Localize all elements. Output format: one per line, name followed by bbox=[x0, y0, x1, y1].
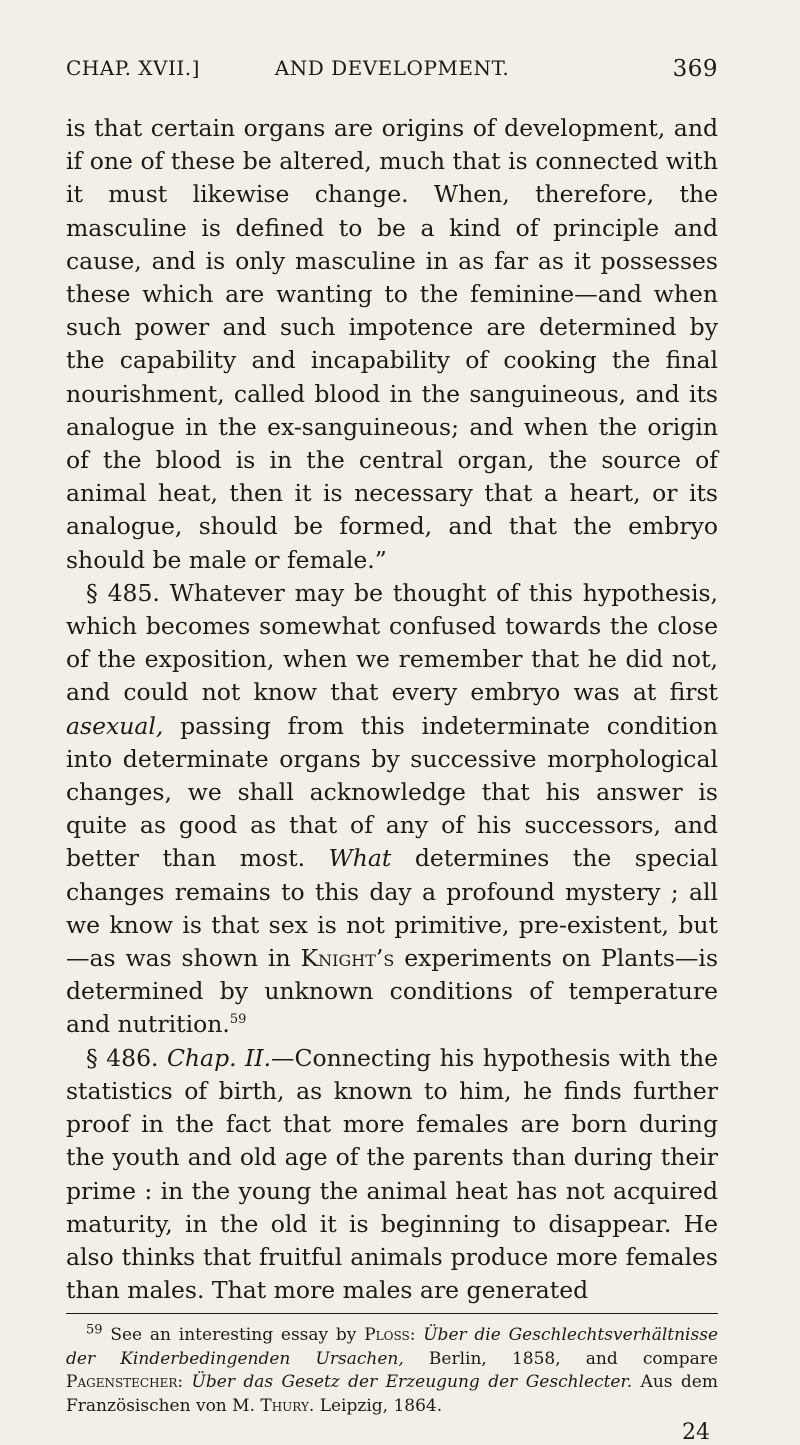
text-run: : bbox=[409, 1325, 424, 1346]
text-run: § 486. bbox=[86, 1043, 167, 1072]
text-run: . Leipzig, 1864. bbox=[308, 1395, 443, 1416]
italic-title-1: Über die Geschlechtsverhältnisse der Kinderbedingenden Ursachen, bbox=[66, 1325, 719, 1369]
chapter-label: CHAP. XVII.] bbox=[66, 56, 200, 80]
italic-title-2: Über das Gesetz der Erzeugung der Geschlecter. bbox=[191, 1372, 633, 1393]
running-head bbox=[66, 56, 718, 96]
page-number: 369 bbox=[672, 56, 718, 82]
text-run: : bbox=[177, 1372, 192, 1393]
author-knight: Knight’s bbox=[300, 944, 395, 973]
text-run: Aus dem Französischen von M. bbox=[66, 1372, 718, 1416]
italic-what: What bbox=[328, 844, 392, 873]
body-text bbox=[66, 112, 718, 1307]
text-run: —Connecting his hypothesis with the statistics of birth, as known to him, he finds further proof in the fact that more females are born during the youth and old age of the parents than during their prime : in the young the animal heat has not acquired maturity, in the old it is beginning to disappear. He also thinks that fruitful animals produce more females than males. That more males are generated bbox=[66, 1043, 718, 1305]
text-run: Berlin, 1858, and compare bbox=[403, 1348, 718, 1369]
paragraph-485 bbox=[66, 577, 718, 1042]
paragraph-continuation: is that certain organs are origins of development, and if one of these be altered, much that is connected with it must likewise change. When, therefore, the masculine is defined to be a kind of principle and cause, and is only masculine in as far as it possesses these which are wanting to the feminine—and when such power and such impotence are determined by the capability and incapability of cooking the final nourishment, called blood in the sanguineous, and its analogue in the ex-sanguineous; and when the origin of the blood is in the central organ, the source of animal heat, then it is necessary that a heart, or its analogue, should be formed, and that the embryo should be male or female.” bbox=[66, 114, 718, 574]
footnote-59 bbox=[66, 1324, 718, 1418]
footnote-rule bbox=[66, 1313, 718, 1314]
italic-asexual: asexual, bbox=[66, 711, 164, 740]
text-run: determines the special changes remains to this day a profound mystery ; all we know is that sex is not primitive, pre-existent, but—as was shown in bbox=[66, 844, 718, 973]
footnote-number: 59 bbox=[86, 1322, 103, 1338]
book-page bbox=[66, 56, 718, 1445]
text-run: passing from this indeterminate condition into determinate organs by successive morphological changes, we shall acknowledge that his answer is quite as good as that of any of his successors, and better than most. bbox=[66, 711, 718, 873]
italic-chap-ref: Chap. II. bbox=[166, 1043, 272, 1072]
running-title: AND DEVELOPMENT. bbox=[274, 56, 510, 80]
author-thury: Thury bbox=[260, 1395, 309, 1416]
footnote-reference[interactable]: 59 bbox=[229, 1012, 247, 1028]
text-run: experiments on Plants—is determined by unknown conditions of temperature and nutrition. bbox=[66, 944, 718, 1039]
author-ploss: Ploss bbox=[364, 1325, 410, 1346]
signature-mark: 24 bbox=[682, 1420, 710, 1445]
author-pagenstecher: Pagenstecher bbox=[66, 1372, 178, 1393]
paragraph-486 bbox=[66, 1042, 718, 1308]
text-run: See an interesting essay by bbox=[102, 1325, 365, 1346]
text-run: § 485. Whatever may be thought of this hypothesis, which becomes somewhat confused towards the close of the exposition, when we remember that he did not, and could not know that every embryo was at first bbox=[66, 578, 718, 707]
